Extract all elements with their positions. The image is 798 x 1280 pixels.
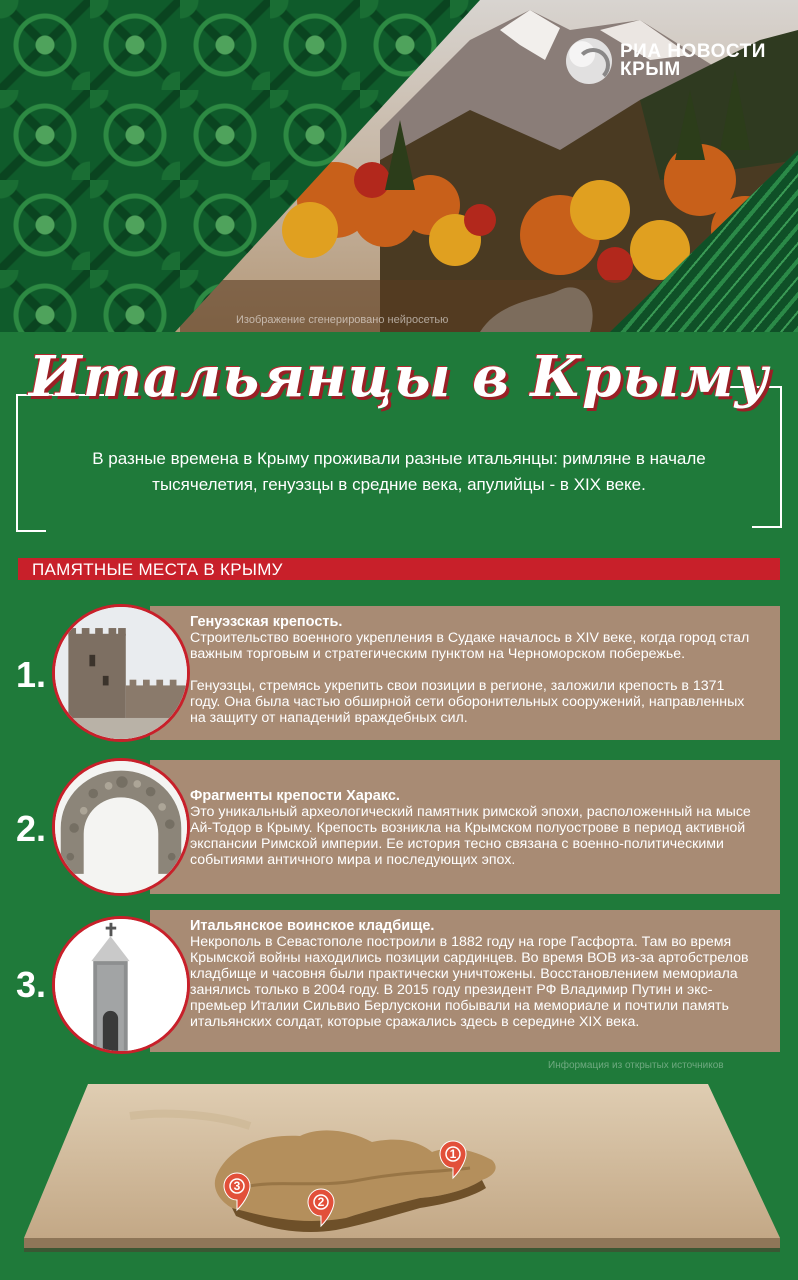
frame-left-vertical xyxy=(16,394,18,532)
sources-note: Информация из открытых источников xyxy=(548,1060,724,1071)
page-title: Итальянцы в Крыму xyxy=(28,344,770,410)
crimea-relief-map xyxy=(0,1076,798,1280)
logo-line-2: КРЫМ xyxy=(620,59,681,80)
section-header xyxy=(18,558,780,580)
map-pin-3-label: 3 xyxy=(233,1179,241,1193)
ria-novosti-crimea-logo xyxy=(566,38,766,84)
map-pin-2-label: 2 xyxy=(317,1195,325,1209)
place-paragraph: Строительство военного укрепления в Судаке началось в XIV веке, когда город стал важным торговым и стратегическим пунктом на Черноморском побережье. xyxy=(190,630,750,662)
place-paragraph: Генуэзцы, стремясь укрепить свои позиции в регионе, заложили крепость в 1371 году. Она была частью обширной сети оборонительных сооружений, направленных на защиту от нападений враждебных сил. xyxy=(190,678,745,726)
place-paragraph: Некрополь в Севастополе построили в 1882 году на горе Гасфорта. Там во время Крымской войны находились позиции сардинцев. Во время ВОВ из-за артобстрелов кладбище и часовня были практически уничтожены. Восстановлением мемориала занялись только в 2004 году. В 2015 году президент РФ Владимир Путин и экс-премьер Италии Сильвио Берлускони побывали на мемориале и почтили память итальянских солдат, которые сражались здесь в середине XIX века. xyxy=(190,934,749,1030)
section-header-label: ПАМЯТНЫЕ МЕСТА В КРЫМУ xyxy=(32,560,283,579)
ria-logo-text xyxy=(620,43,766,79)
place-title: Фрагменты крепости Харакс. xyxy=(190,788,400,804)
frame-right-bottom xyxy=(752,526,782,528)
frame-left-bottom xyxy=(16,530,46,532)
place-number: 1. xyxy=(16,654,47,695)
place-card xyxy=(150,760,780,894)
logo-line-1: РИА НОВОСТИ xyxy=(620,41,766,62)
crimea-map-image xyxy=(0,1076,798,1280)
place-number: 2. xyxy=(16,808,47,849)
genoese-fortress-photo xyxy=(52,604,190,742)
stone-arch-icon xyxy=(55,761,187,893)
place-card xyxy=(150,606,780,740)
map-pin-1-label: 1 xyxy=(449,1147,457,1161)
place-paragraph: Это уникальный археологический памятник римской эпохи, расположенный на мысе Ай-Тодор в Крыму. Крепость возникла на Крымском полуострове в период активной экспансии Римской империи. Ее история тесно связана с военно-политическими событиями античного мира и последующих эпох. xyxy=(190,804,751,868)
place-card xyxy=(150,910,780,1052)
chapel-icon xyxy=(55,919,187,1051)
fortress-tower-icon xyxy=(55,607,187,739)
place-title: Генуэзская крепость. xyxy=(190,614,343,630)
intro-text: В разные времена в Крыму проживали разные итальянцы: римляне в начале тысячелетия, генуэзцы в средние века, апулийцы - в XIX веке. xyxy=(92,449,706,494)
charax-fortress-photo xyxy=(52,758,190,896)
place-title: Итальянское воинское кладбище. xyxy=(190,918,435,934)
ria-logo-icon xyxy=(566,38,612,84)
hero-banner xyxy=(0,0,798,332)
place-number: 3. xyxy=(16,964,47,1005)
image-caption: Изображение сгенерировано нейросетью xyxy=(236,314,449,326)
italian-cemetery-photo xyxy=(52,916,190,1054)
